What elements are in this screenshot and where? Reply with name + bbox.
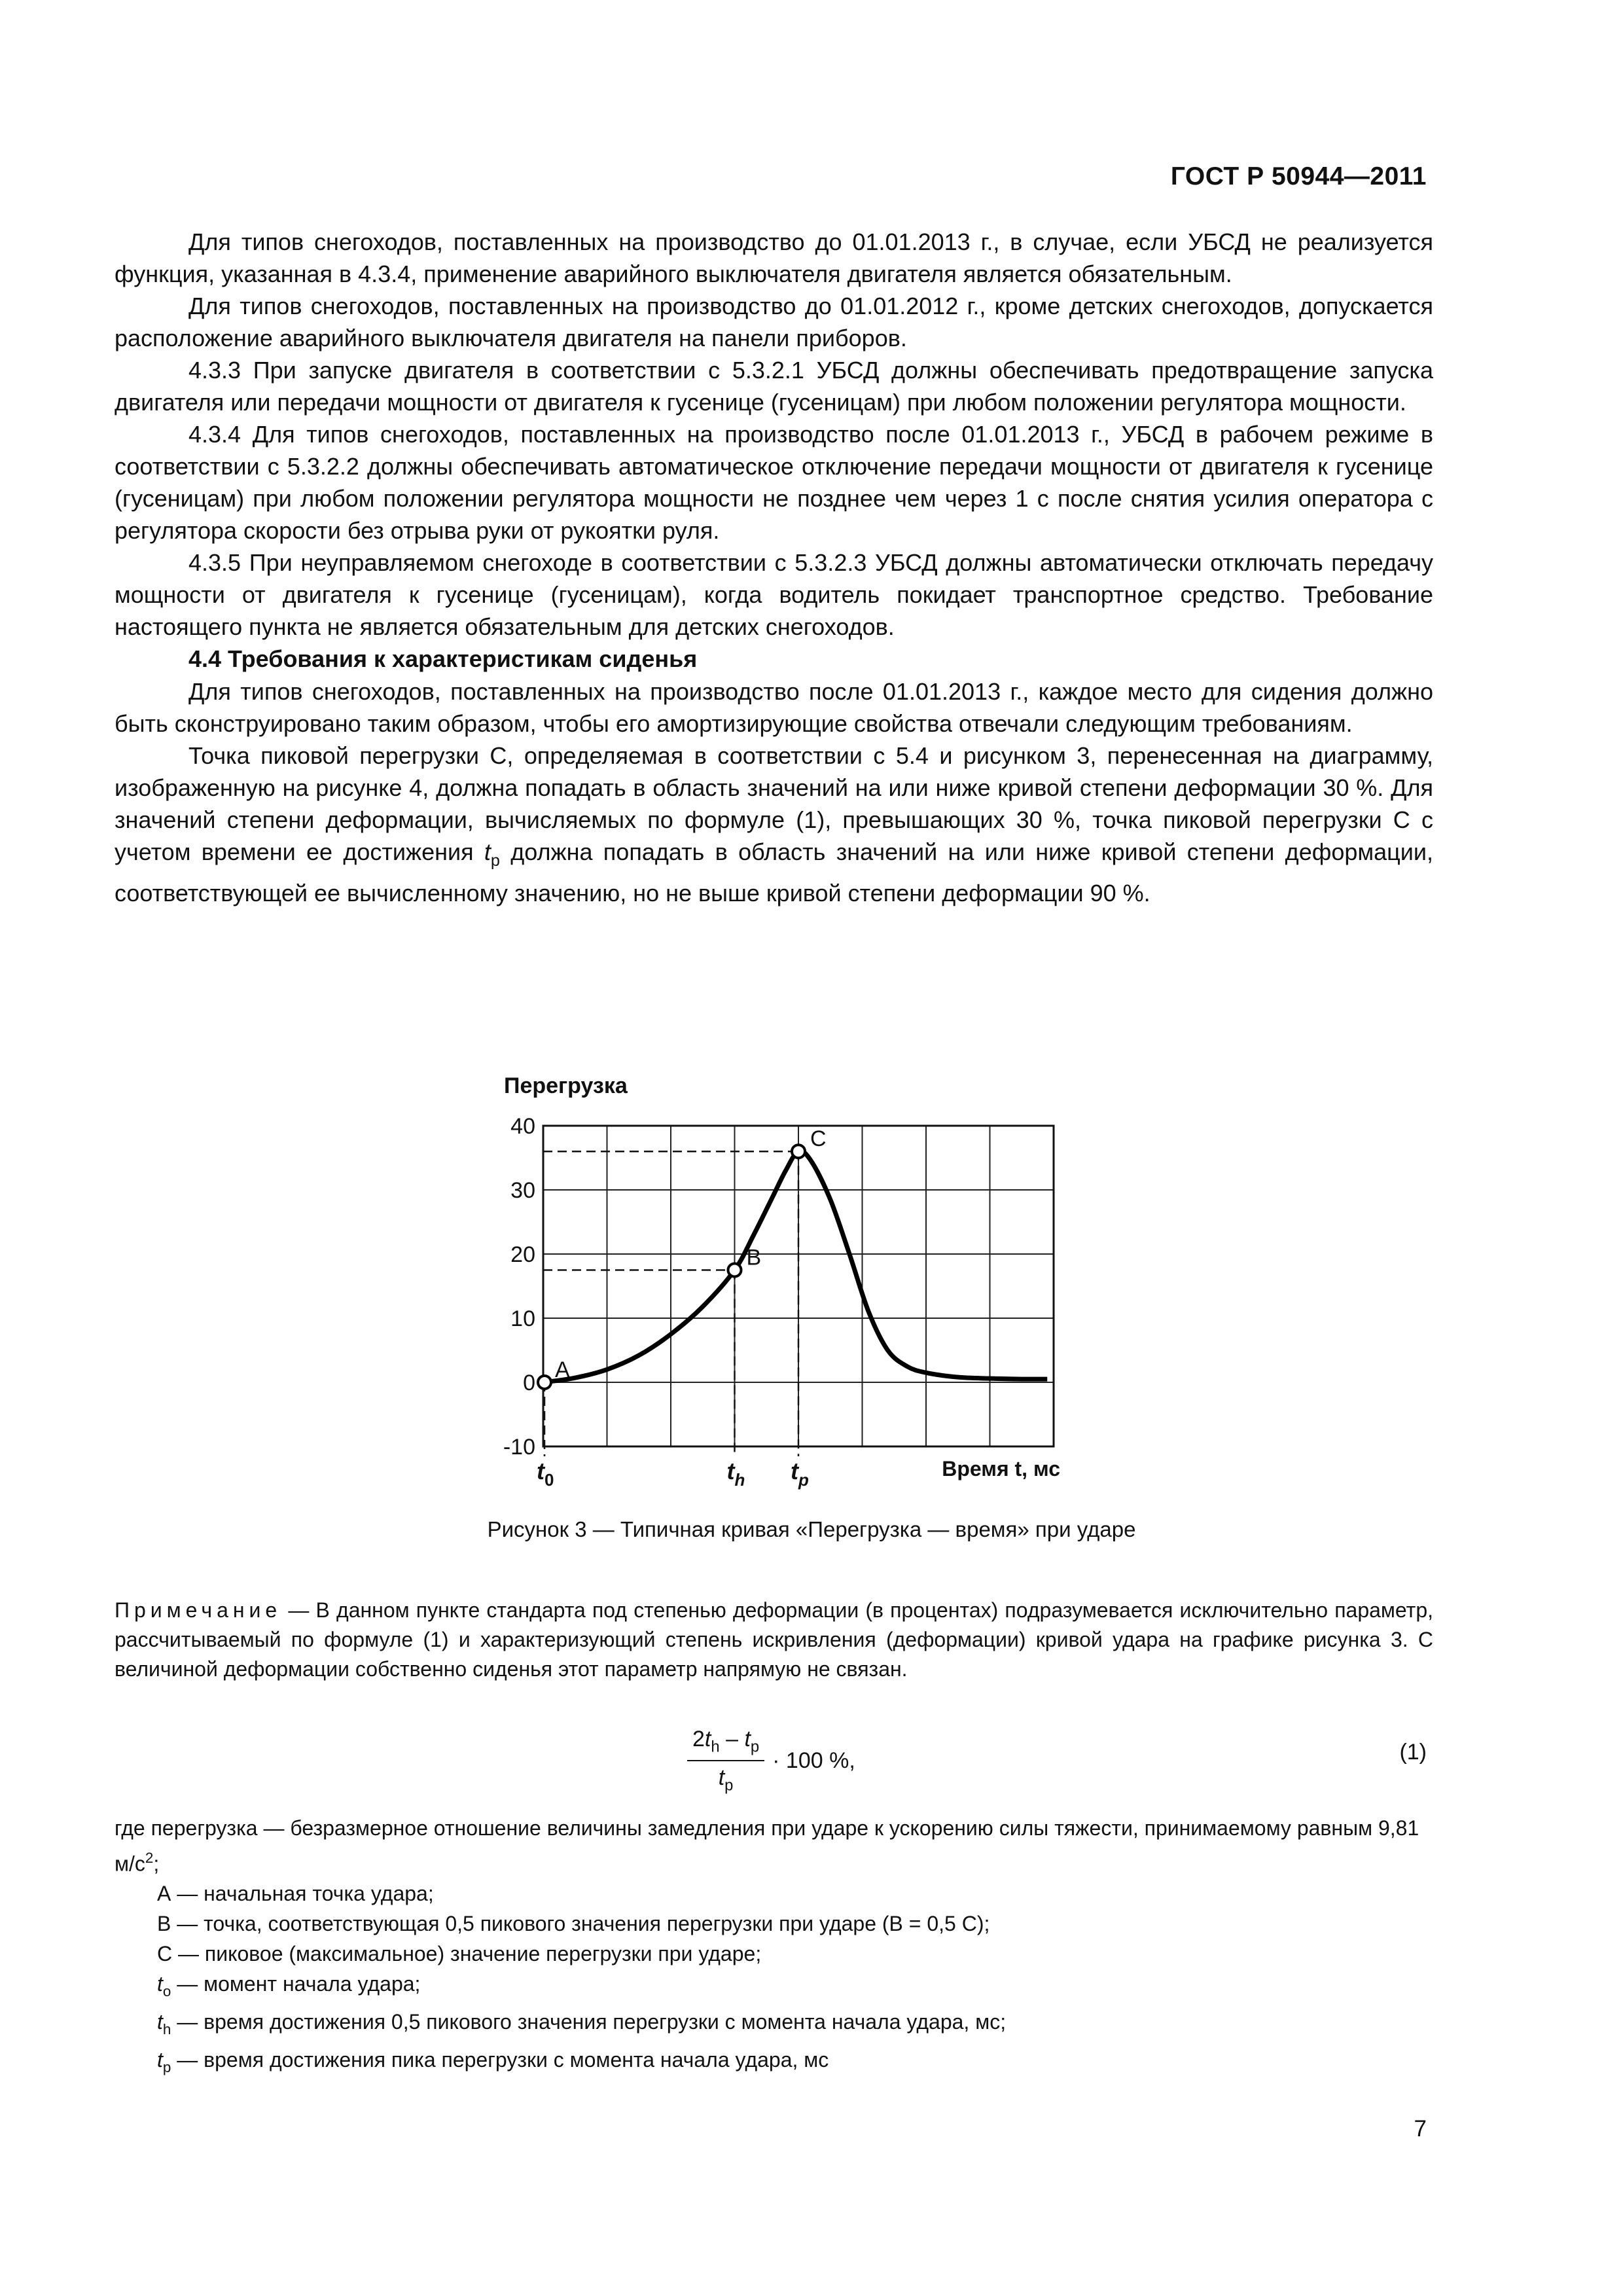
point-a-label: A (555, 1357, 570, 1382)
body-text (115, 226, 1433, 909)
x-tick-label: $t_p$ (791, 1458, 809, 1490)
legend-intro: где перегрузка — безразмерное отношение величины замедления при ударе к ускорению силы тяжести, принимаемому равным 9,81 $м/с^2$; (115, 1816, 1419, 1876)
formula-tail: · 100 %, (772, 1748, 855, 1773)
paragraph (115, 740, 1433, 909)
note (115, 1596, 1433, 1684)
math-subscript: p (490, 851, 500, 870)
legend-item-th: $t_h$ — время достижения 0,5 пикового значения перегрузки с момента начала удара, мс; (157, 2010, 1007, 2037)
formula-fraction (687, 1727, 764, 1795)
paragraph: 4.3.5 При неуправляемом снегоходе в соответствии с 5.3.2.3 УБСД должны автоматически отключать передачу мощности от двигателя к гусенице (гусеницам), когда водитель покидает транспортное средство. Требование настоящего пункта не является обязательным для детских снегоходов. (115, 549, 1433, 640)
chart-svg (484, 1067, 1139, 1499)
formula-numerator: $2t_h - t_p$ (687, 1727, 764, 1761)
y-tick-label: -10 (503, 1435, 535, 1460)
point-c-marker (792, 1145, 805, 1158)
paragraph: Для типов снегоходов, поставленных на производство после 01.01.2013 г., каждое место для сидения должно быть сконструировано таким образом, чтобы его амортизирующие свойства отвечали следующим требованиям. (115, 678, 1433, 737)
y-tick-label: 40 (510, 1114, 535, 1139)
math-variable: t (484, 838, 491, 865)
x-tick-label: $t_h$ (726, 1458, 745, 1490)
y-tick-label: 10 (510, 1306, 535, 1331)
point-b-label: B (746, 1245, 762, 1270)
point-a-marker (538, 1376, 551, 1389)
paragraph-text: должна попадать в область значений на или ниже кривой степени деформации, соответствующей ее вычисленному значению, но не выше кривой степени деформации 90 %. (115, 838, 1433, 906)
overload-curve (543, 1151, 1047, 1382)
y-tick-label: 0 (523, 1371, 535, 1395)
legend (115, 1813, 1433, 2083)
legend-item-to: $t_o$ — момент начала удара; (157, 1972, 421, 2000)
formula-number: (1) (1399, 1740, 1427, 1765)
legend-item-b: В — точка, соответствующая 0,5 пикового значения перегрузки при ударе (В = 0,5 С); (157, 1912, 990, 1936)
note-label: Примечание (115, 1598, 282, 1622)
y-axis-label: Перегрузка (504, 1073, 628, 1098)
overload-time-chart (484, 1067, 1139, 1499)
paragraph: 4.3.3 При запуске двигателя в соответствии с 5.3.2.1 УБСД должны обеспечивать предотвращение запуска двигателя или передачи мощности от двигателя к гусенице (гусеницам) при любом положении регулятора мощности. (115, 357, 1433, 416)
document-code: ГОСТ Р 50944—2011 (1170, 162, 1427, 190)
x-axis-label: Время t, мс (942, 1457, 1060, 1480)
x-tick-label: $t_0$ (537, 1458, 554, 1490)
page-number: 7 (1414, 2116, 1427, 2142)
y-tick-label: 30 (510, 1178, 535, 1203)
legend-item-a: А — начальная точка удара; (157, 1882, 434, 1906)
figure-caption: Рисунок 3 — Типичная кривая «Перегрузка — время» при ударе (487, 1517, 1136, 1541)
paragraph: 4.3.4 Для типов снегоходов, поставленных на производство после 01.01.2013 г., УБСД в рабочем режиме в соответствии с 5.3.2.2 должны обеспечивать автоматическое отключение передачи мощности от двигателя к гусенице (гусеницам) при любом положении регулятора мощности не позднее чем через 1 с после снятия усилия оператора с регулятора скорости без отрыва руки от рукоятки руля. (115, 421, 1433, 544)
legend-item-tp: $t_p$ — время достижения пика перегрузки с момента начала удара, мс (157, 2047, 829, 2075)
point-b-marker (728, 1264, 741, 1277)
legend-item-c: С — пиковое (максимальное) значение перегрузки при ударе; (157, 1942, 762, 1966)
point-c-label: C (810, 1126, 827, 1152)
formula-denominator: $t_p$ (718, 1765, 734, 1795)
note-text: — В данном пункте стандарта под степенью деформации (в процентах) подразумевается исключительно параметр, рассчитываемый по формуле (1) и характеризующий степень искривления (деформации) кривой удара на графике рисунка 3. С величиной деформации собственно сиденья этот параметр напрямую не связан. (115, 1598, 1434, 1681)
y-tick-label: 20 (510, 1242, 535, 1267)
paragraph: Для типов снегоходов, поставленных на производство до 01.01.2012 г., кроме детских снегоходов, допускается расположение аварийного выключателя двигателя на панели приборов. (115, 293, 1433, 351)
paragraph-text: Точка пиковой перегрузки С, определяемая в соответствии с 5.4 и рисунком 3, перенесенная на диаграмму, изображенную на рисунке 4, должна попадать в область значений на или ниже кривой степени деформации 30 %. Для значений степени деформации, вычисляемых по формуле (1), превышающих 30 %, точка пиковой перегрузки С с учетом времени ее достижения (115, 742, 1433, 865)
paragraph: Для типов снегоходов, поставленных на производство до 01.01.2013 г., в случае, если УБСД не реализуется функция, указанная в 4.3.4, применение аварийного выключателя двигателя является обязательным. (115, 228, 1433, 287)
section-heading: 4.4 Требования к характеристикам сиденья (188, 645, 698, 672)
formula (687, 1718, 855, 1803)
